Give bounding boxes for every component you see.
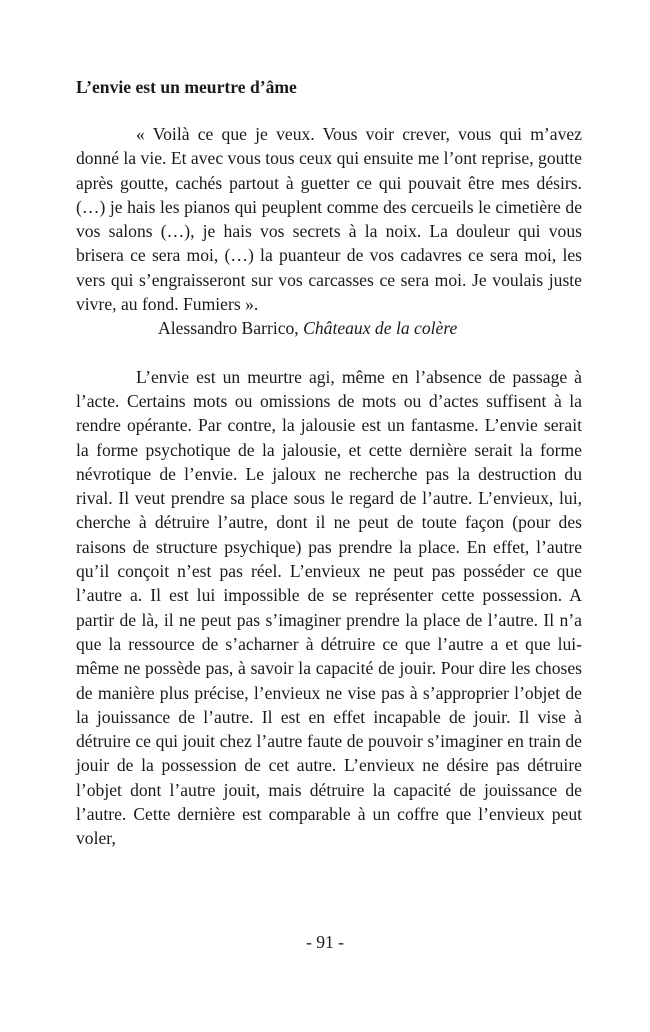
epigraph-author: Alessandro Barrico, [158, 318, 304, 339]
epigraph-attribution [76, 316, 582, 340]
page-content [76, 74, 582, 851]
epigraph-quote: « Voilà ce que je veux. Vous voir crever, vous qui m’avez donné la vie. Et avec vous tous ceux qui ensuite me l’ont reprise, goutte après goutte, cachés partout à guetter ce qui pouvait être mes désirs. (…) je hais les pianos qui peuplent comme des cercueils le cimetière de vos salons (…), je hais vos secrets à la noix. La douleur qui vous brisera ce sera moi, (…) la puanteur de vos cadavres ce sera moi, les vers qui s’engraisseront sur vos carcasses ce sera moi. Je voulais juste vivre, au fond. Fumiers ». [76, 124, 582, 315]
body-paragraph: L’envie est un meurtre agi, même en l’absence de passage à l’acte. Certains mots ou omissions de mots ou d’actes suffisent à la rendre opérante. Par contre, la jalousie est un fantasme. L’envie serait la forme psychotique de la jalousie, et cette dernière serait la forme névrotique de l’envie. Le jaloux ne recherche pas la destruction du rival. Il veut prendre sa place sous le regard de l’autre. L’envieux, lui, cherche à détruire l’autre, dont il ne peut de toute façon (pour des raisons de structure psychique) pas prendre la place. En effet, l’autre qu’il conçoit n’est pas réel. L’envieux ne peut pas posséder ce que l’autre a. Il est lui impossible de se représenter cette possession. A partir de là, il ne peut pas s’imaginer prendre la place de l’autre. Il n’a que la ressource de s’acharner à détruire ce que l’autre a et que lui-même ne possède pas, à savoir la capacité de jouir. Pour dire les choses de manière plus précise, l’envieux ne vise pas à s’approprier l’objet de la jouissance de l’autre. Il est en effet incapable de jouir. Il vise à détruire ce qui jouit chez l’autre faute de pouvoir s’imaginer en train de jouir de la possession de cet autre. L’envieux ne désire pas détruire l’objet dont l’autre jouit, mais détruire la capacité de jouissance de l’autre. Cette dernière est comparable à un coffre que l’envieux peut voler, [76, 366, 582, 849]
page-number: - 91 - [305, 932, 345, 952]
epigraph-work-title: Châteaux de la colère [303, 318, 458, 339]
section-title: L’envie est un meurtre d’âme [76, 77, 297, 97]
